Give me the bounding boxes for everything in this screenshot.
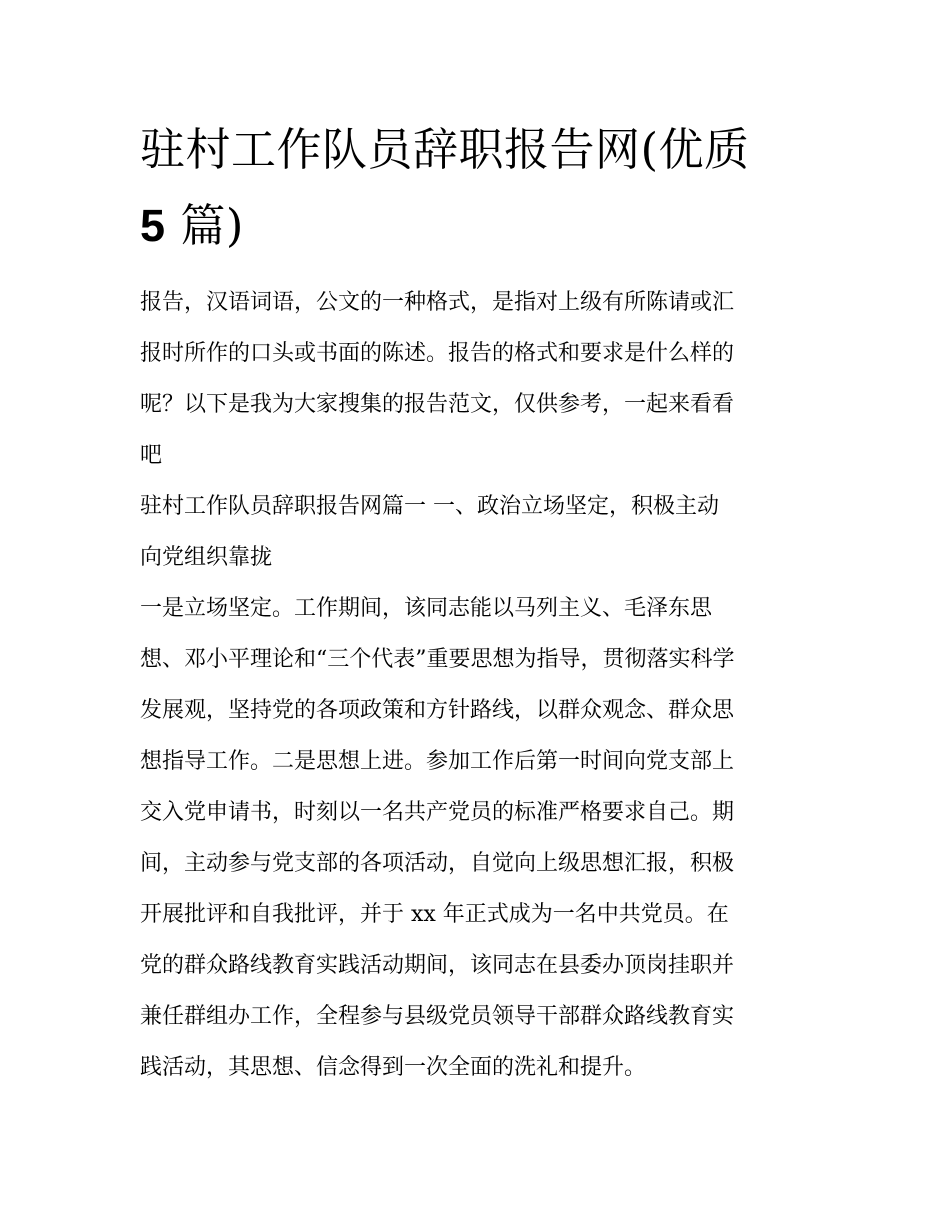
title-line-1: 驻村工作队员辞职报告网(优质 [140,123,750,176]
section-heading: 驻村工作队员辞职报告网篇一 一、政治立场坚定，积极主动 向党组织靠拢 [140,494,719,570]
title-number: 5 [140,200,166,251]
document-title [140,112,820,264]
document-body [140,277,820,1093]
intro-paragraph: 报告，汉语词语，公文的一种格式，是指对上级有所陈请或汇 报时所作的口头或书面的陈述。报告的格式和要求是什么样的 呢？以下是我为大家搜集的报告范文，仅供参考，一起来看看 吧 [140,290,735,468]
title-line-2: 篇) [165,199,244,252]
body-paragraph: 一是立场坚定。工作期间，该同志能以马列主义、毛泽东思 想、邓小平理论和“三个代表”重要思想为指导，贯彻落实科学 发展观，坚持党的各项政策和方针路线，以群众观念、群众思 想指导工作。二是思想上进。参加工作后第一时间向党支部上 交入党申请书，时刻以一名共产党员的标准严格要求自己。期 间，主动参与党支部的各项活动，自觉向上级思想汇报，积极 开展批评和自我批评，并于 xx 年正式成为一名中共党员。在 党的群众路线教育实践活动期间，该同志在县委办顶岗挂职并 兼任群组办工作，全程参与县级党员领导干部群众路线教育实 践活动，其思想、信念得到一次全面的洗礼和提升。 [140,596,735,1080]
